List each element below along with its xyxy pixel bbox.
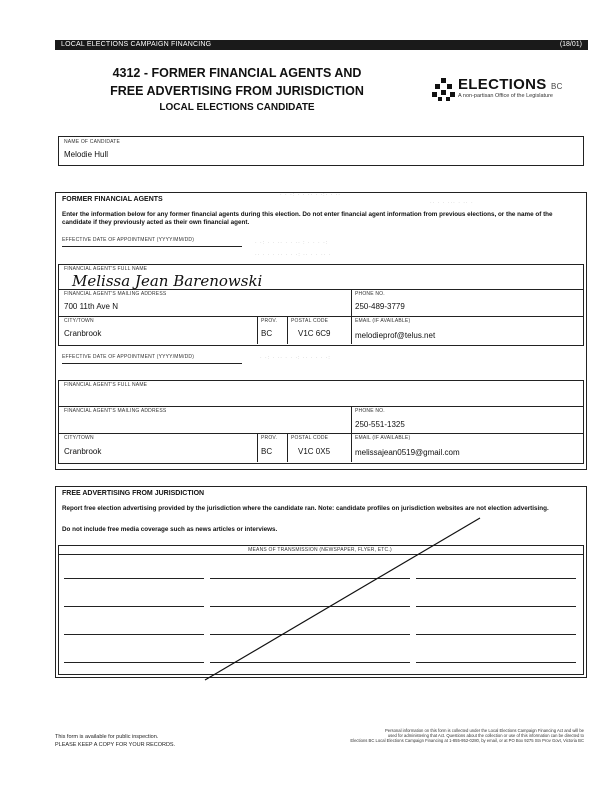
logo-wordmark: ELECTIONS BC: [458, 76, 563, 93]
agent1-email-label: EMAIL (IF AVAILABLE): [355, 318, 411, 324]
logo-tagline: A non-partisan Office of the Legislature: [458, 93, 553, 99]
agent1-phone-field[interactable]: 250-489-3779: [355, 302, 405, 311]
agent2-email-field[interactable]: melissajean0519@gmail.com: [355, 448, 460, 457]
footer-keep-copy: PLEASE KEEP A COPY FOR YOUR RECORDS.: [55, 742, 176, 748]
agent2-prov-field[interactable]: BC: [261, 447, 273, 456]
agent2-name-label: FINANCIAL AGENT'S FULL NAME: [64, 382, 148, 388]
scan-noise: · ·: · ·· · · ·: ·· · · · ·:: [260, 355, 331, 361]
agent1-phone-label: PHONE NO.: [355, 291, 385, 297]
agent2-email-label: EMAIL (IF AVAILABLE): [355, 435, 411, 441]
agent1-city-field[interactable]: Cranbrook: [64, 329, 102, 338]
agent2-prov-label: PROV.: [261, 435, 278, 441]
footer-public-inspection: This form is available for public inspection.: [55, 734, 159, 740]
former-agents-heading: FORMER FINANCIAL AGENTS: [62, 196, 163, 203]
footer-privacy-notice: Personal information on this form is collected under the Local Elections Campaign Financing Act and will be used for administering that Act. Questions about the collection or use of this information can be directed to Elections BC Local Elections Campaign Financing at 1-855-952-0280, by email, or at PO Box 9275 Stn Prov Govt, Victoria BC: [350, 728, 584, 743]
agent2-postal-label: POSTAL CODE: [291, 435, 329, 441]
former-agents-instructions: Enter the information below for any former financial agents during this election. Do not enter financial agent information from previous elections, or the name of the candidate if they previously acted as their own financial agent.: [62, 211, 553, 226]
agent1-email-field[interactable]: melodieprof@telus.net: [355, 331, 436, 340]
agent1-address-field[interactable]: 700 11th Ave N: [64, 302, 118, 311]
free-advertising-heading: FREE ADVERTISING FROM JURISDICTION: [62, 490, 205, 497]
scan-noise: · · ·: · · ·· · ·:· · ··: [280, 192, 341, 198]
agent2-phone-label: PHONE NO.: [355, 408, 385, 414]
scan-noise: ·· · · ··· · ·· ·: [430, 200, 474, 206]
free-advertising-instructions: Report free election advertising provided by the jurisdiction where the candidate ran. Note: candidate profiles on jurisdiction websites are not election advertising.: [62, 505, 549, 512]
form-series-label: LOCAL ELECTIONS CAMPAIGN FINANCING: [61, 41, 212, 48]
agent2-postal-field[interactable]: V1C 0X5: [298, 447, 331, 456]
scan-noise: · ·: · · ·· · · ·· : · · · ·:: [255, 240, 329, 246]
form-version-label: (18/01): [559, 41, 582, 48]
scan-noise: ·· · · · ·· · · ·: ·· · · ·· ·: [255, 252, 332, 258]
agent1-postal-label: POSTAL CODE: [291, 318, 329, 324]
agent2-phone-field[interactable]: 250-551-1325: [355, 420, 405, 429]
transmission-table-header: MEANS OF TRANSMISSION (NEWSPAPER, FLYER, ETC.): [248, 547, 392, 553]
agent1-name-field[interactable]: Melissa Jean Barenowski: [72, 272, 263, 290]
agent1-prov-field[interactable]: BC: [261, 329, 273, 338]
agent1-prov-label: PROV.: [261, 318, 278, 324]
form-title-line1: 4312 - FORMER FINANCIAL AGENTS AND: [112, 66, 362, 80]
form-subtitle: LOCAL ELECTIONS CANDIDATE: [159, 102, 315, 113]
form-title-line2: FREE ADVERTISING FROM JURISDICTION: [110, 84, 364, 98]
agent1-city-label: CITY/TOWN: [64, 318, 94, 324]
agent1-name-label: FINANCIAL AGENT'S FULL NAME: [64, 266, 148, 272]
agent2-city-label: CITY/TOWN: [64, 435, 94, 441]
agent1-postal-field[interactable]: V1C 6C9: [298, 329, 331, 338]
agent2-city-field[interactable]: Cranbrook: [64, 447, 102, 456]
free-advertising-exclusion-note: Do not include free media coverage such as news articles or interviews.: [62, 526, 278, 533]
agent1-date-label: EFFECTIVE DATE OF APPOINTMENT (YYYY/MM/DD): [62, 237, 195, 243]
agent2-address-label: FINANCIAL AGENT'S MAILING ADDRESS: [64, 408, 167, 414]
candidate-name-label: NAME OF CANDIDATE: [64, 139, 121, 145]
candidate-name-field[interactable]: Melodie Hull: [64, 150, 109, 159]
agent1-address-label: FINANCIAL AGENT'S MAILING ADDRESS: [64, 291, 167, 297]
agent2-date-label: EFFECTIVE DATE OF APPOINTMENT (YYYY/MM/DD): [62, 354, 195, 360]
